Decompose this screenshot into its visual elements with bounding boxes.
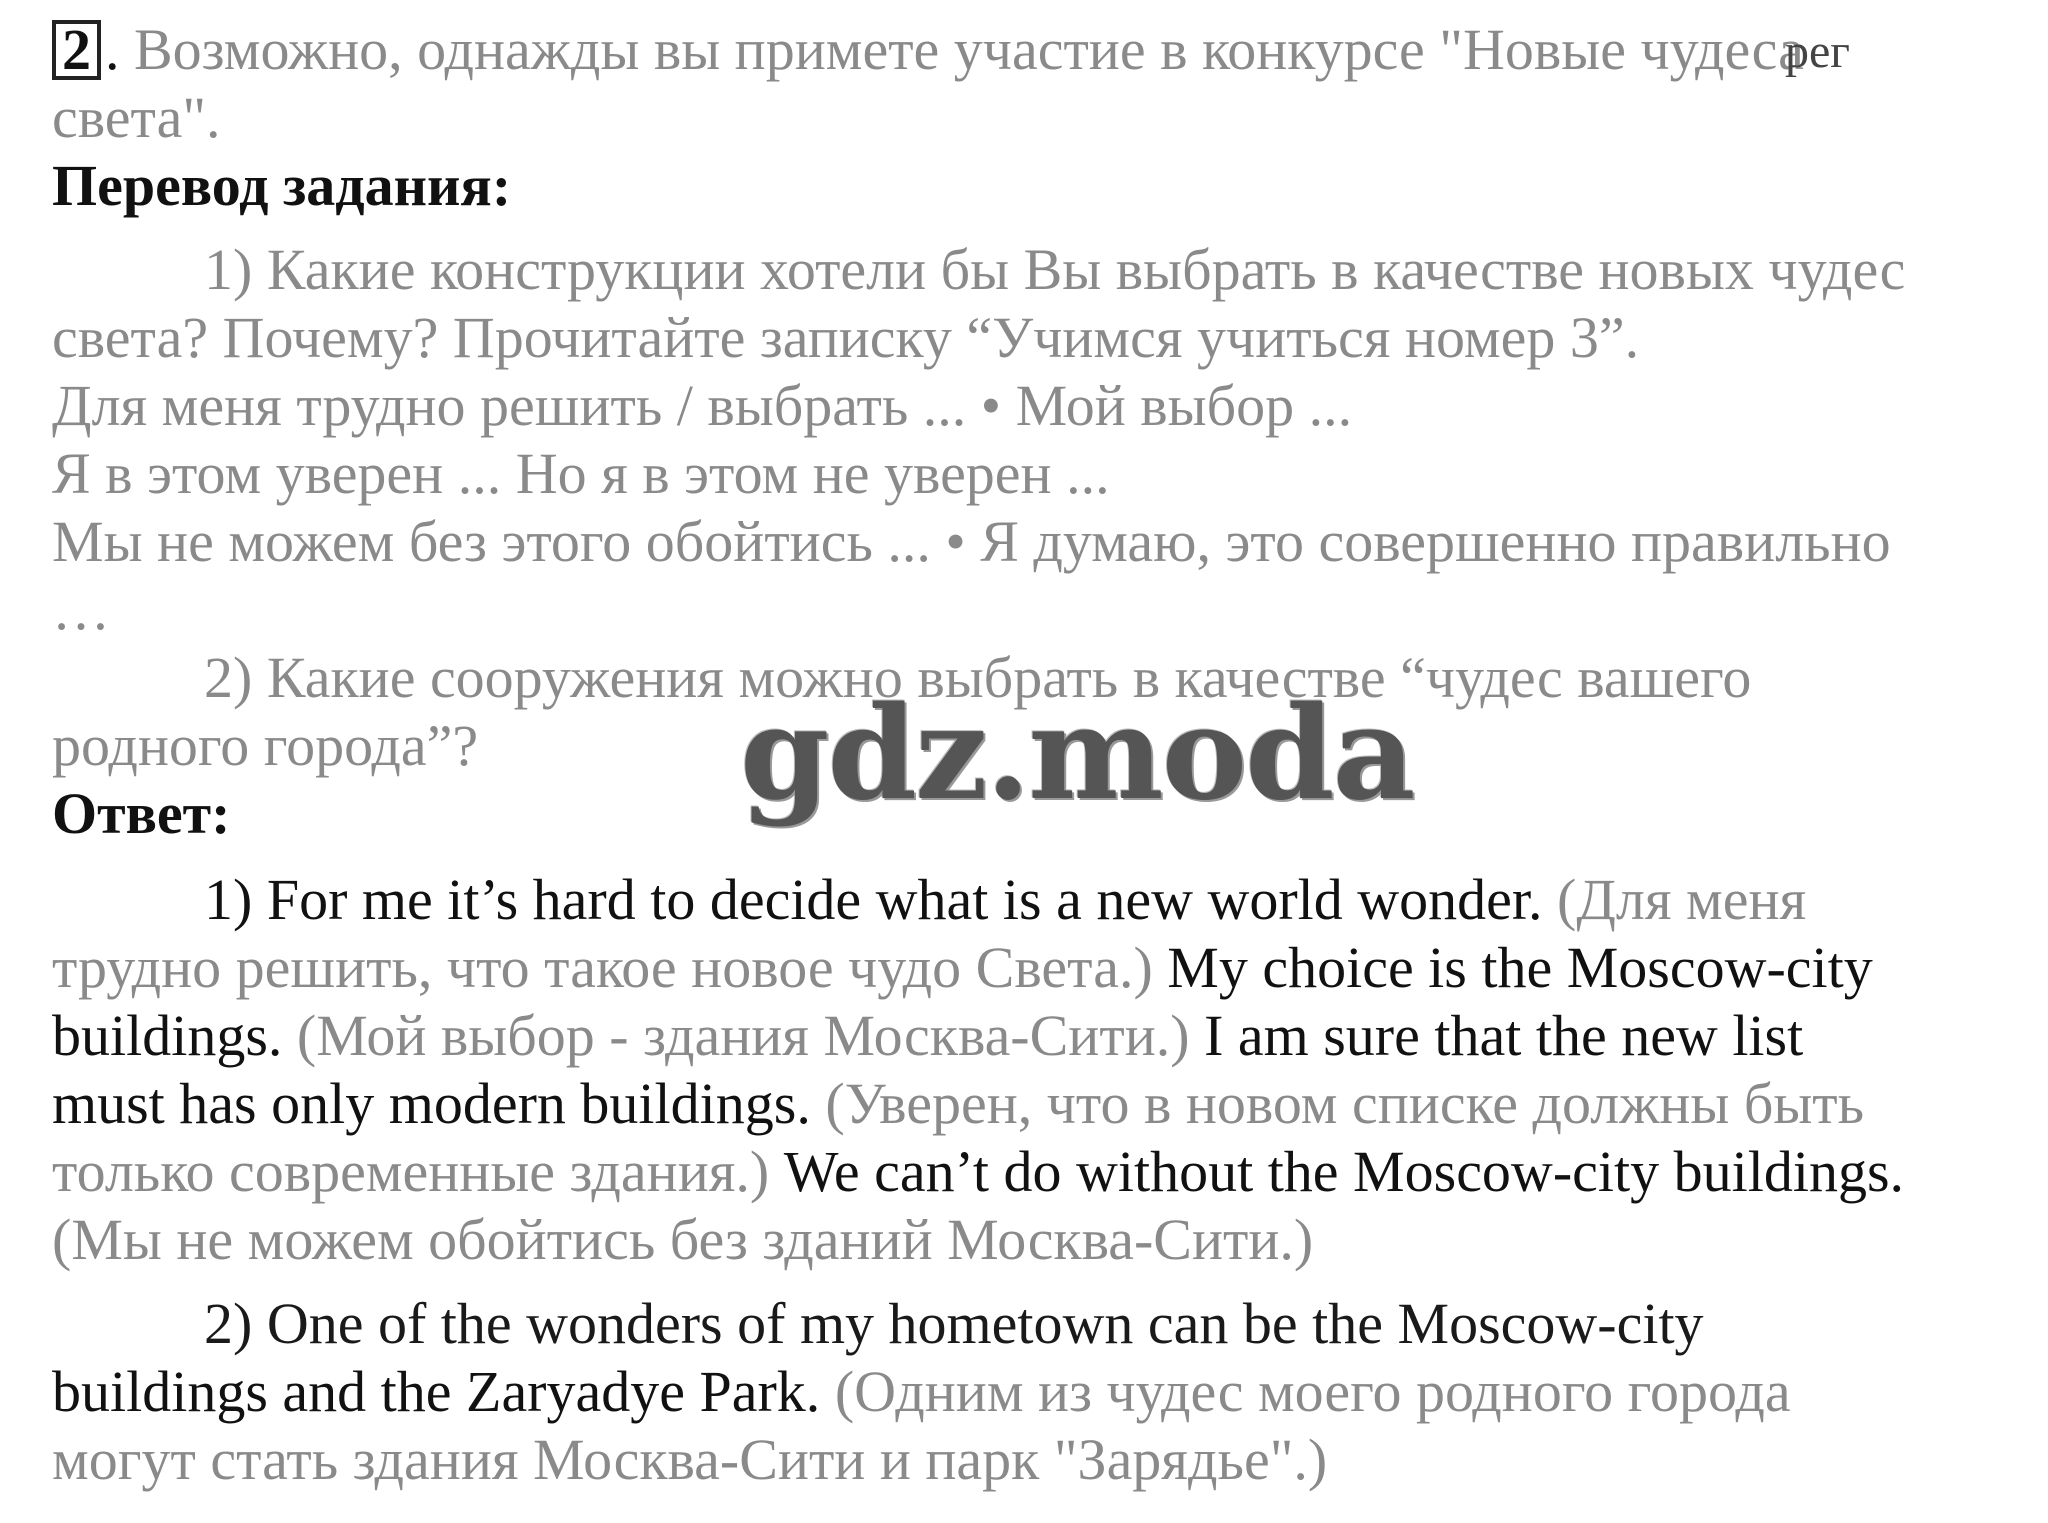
answer-5-ru: только современные здания.) — [52, 1139, 770, 1204]
answer-heading: Ответ: — [52, 781, 231, 846]
answer-line-1 — [204, 866, 1806, 934]
answer-4-en: must has only modern buildings. — [52, 1071, 811, 1136]
translation-line-8: родного города”? — [52, 713, 479, 778]
translation-line-5: Мы не можем без этого обойтись ... • Я думаю, это совершенно правильно — [52, 509, 1891, 574]
answer-8-en: buildings and the Zaryadye Park. — [52, 1359, 821, 1424]
answer-8-ru: (Одним из чудес моего родного города — [834, 1359, 1791, 1424]
answer-line-2 — [52, 934, 1873, 1002]
translation-line-4: Я в этом уверен ... Но я в этом не уверен ... — [52, 441, 1110, 506]
answer-line-9: могут стать здания Москва-Сити и парк "Зарядье".) — [52, 1427, 1328, 1492]
answer-line-5 — [52, 1138, 1904, 1206]
translation-line-3: Для меня трудно решить / выбрать ... • Мой выбор ... — [52, 373, 1353, 438]
answer-3-ru: (Мой выбор - здания Москва-Сити.) — [296, 1003, 1190, 1068]
translation-line-2: света? Почему? Прочитайте записку “Учимся учиться номер 3”. — [52, 305, 1640, 370]
answer-line-3 — [52, 1002, 1803, 1070]
translation-heading: Перевод задания: — [52, 153, 512, 218]
watermark-logo: gdz.moda — [740, 679, 1414, 829]
answer-line-7: 2) One of the wonders of my hometown can be the Moscow-city — [204, 1291, 1704, 1356]
answer-line-8 — [52, 1358, 1791, 1426]
answer-4-ru: (Уверен, что в новом списке должны быть — [825, 1071, 1865, 1136]
answer-5-en: We can’t do without the Moscow-city buildings. — [783, 1139, 1905, 1204]
answer-2-en: My choice is the Moscow-city — [1167, 935, 1873, 1000]
answer-line-6: (Мы не можем обойтись без зданий Москва-Сити.) — [52, 1207, 1314, 1272]
translation-line-7: 2) Какие сооружения можно выбрать в качестве “чудес вашего — [204, 645, 1752, 710]
answer-line-4 — [52, 1070, 1864, 1138]
task-line-2: света". — [52, 85, 221, 150]
task-line-1: 2 . Возможно, однажды вы примете участие в конкурсе "Новые чудеса — [52, 16, 1804, 84]
pencil-mark: рег — [1785, 25, 1850, 78]
translation-line-1: 1) Какие конструкции хотели бы Вы выбрать в качестве новых чудес — [204, 237, 1906, 302]
answer-1-en: 1) For me it’s hard to decide what is a new world wonder. — [204, 867, 1543, 932]
task-number-box: 2 — [52, 20, 101, 80]
answer-3-en: buildings. — [52, 1003, 283, 1068]
answer-3-en-2: I am sure that the new list — [1204, 1003, 1804, 1068]
task-text-1: Возможно, однажды вы примете участие в конкурсе "Новые чудеса — [134, 17, 1804, 82]
translation-line-6: … — [52, 577, 110, 642]
answer-1-ru: (Для меня — [1557, 867, 1807, 932]
answer-2-ru: трудно решить, что такое новое чудо Света.) — [52, 935, 1153, 1000]
